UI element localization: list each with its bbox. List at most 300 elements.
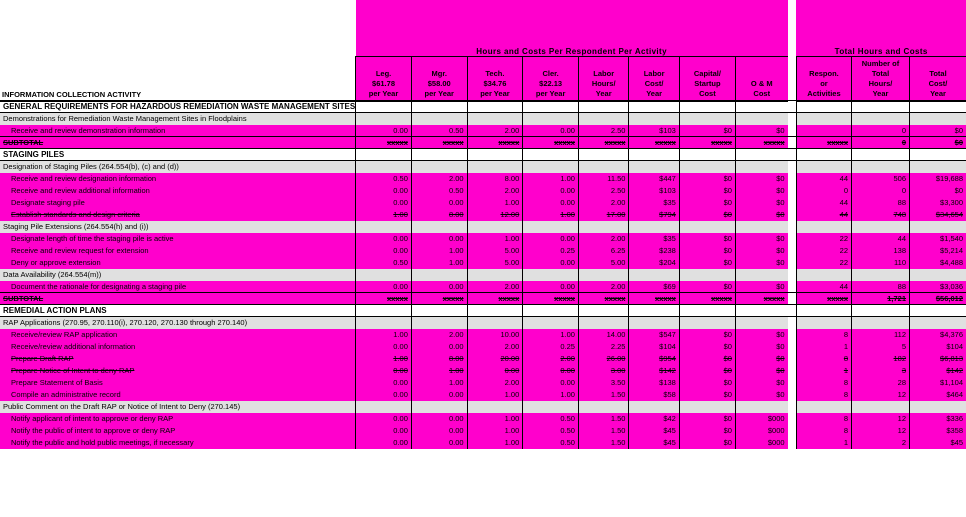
table-row[interactable] (0, 401, 966, 413)
table-row[interactable] (0, 341, 966, 353)
cell-value: xxxxx (411, 293, 467, 305)
row-label: Designation of Staging Piles (264.554(b), (c) and (d)) (0, 161, 356, 173)
cell-value: 0.00 (411, 233, 467, 245)
cell-value (852, 401, 910, 413)
row-gap-cell (788, 221, 797, 233)
table-row[interactable] (0, 437, 966, 449)
cell-value: $142 (910, 365, 966, 377)
column-header-om-cost: O & M Cost (735, 57, 787, 101)
cell-value: $1,104 (910, 377, 966, 389)
cell-value: $0 (679, 353, 735, 365)
row-gap-cell (788, 233, 797, 245)
cell-value (910, 149, 966, 161)
row-label: REMEDIAL ACTION PLANS (0, 305, 356, 317)
cell-value: 5.00 (578, 257, 628, 269)
cell-value (910, 401, 966, 413)
table-row[interactable] (0, 389, 966, 401)
cell-value: 0.00 (356, 365, 412, 377)
cell-value: 44 (796, 209, 851, 221)
table-row[interactable] (0, 353, 966, 365)
cell-value: 2.25 (578, 341, 628, 353)
cell-value: 5.00 (467, 257, 523, 269)
column-header-capital-startup: Capital/ Startup Cost (679, 57, 735, 101)
cell-value (796, 125, 851, 137)
table-row[interactable] (0, 377, 966, 389)
cell-value: 1.00 (467, 413, 523, 425)
cell-value (356, 149, 412, 161)
cell-value: 1.00 (356, 329, 412, 341)
row-label: Receive and review designation information (0, 173, 356, 185)
cell-value: $34,654 (910, 209, 966, 221)
cell-value: 3.00 (578, 365, 628, 377)
cell-value: $0 (735, 389, 787, 401)
cell-value: 26.00 (578, 353, 628, 365)
cell-value (679, 317, 735, 329)
cell-value: $42 (629, 413, 679, 425)
cell-value: $5,214 (910, 245, 966, 257)
row-label: STAGING PILES (0, 149, 356, 161)
cell-value: $204 (629, 257, 679, 269)
cell-value: $954 (629, 353, 679, 365)
cell-value: 1.50 (578, 389, 628, 401)
cell-value: 1.00 (523, 329, 579, 341)
cell-value: xxxxx (629, 137, 679, 149)
cell-value (679, 401, 735, 413)
cell-value: $0 (735, 245, 787, 257)
row-gap-cell (788, 149, 797, 161)
row-label: Demonstrations for Remediation Waste Management Sites in Floodplains (0, 113, 356, 125)
cell-value: 1,721 (852, 293, 910, 305)
cell-value: 0.50 (411, 125, 467, 137)
cell-value: 0.00 (523, 185, 579, 197)
cell-value (578, 161, 628, 173)
cell-value: 1.00 (467, 233, 523, 245)
cell-value: $45 (910, 437, 966, 449)
cell-value (523, 305, 579, 317)
table-row[interactable] (0, 425, 966, 437)
cell-value: $0 (735, 281, 787, 293)
cell-value: $547 (629, 329, 679, 341)
cell-value: 8 (796, 377, 851, 389)
table-row[interactable] (0, 125, 966, 137)
row-label: Receive and review request for extension (0, 245, 356, 257)
cell-value: 22 (796, 257, 851, 269)
cell-value: 1.00 (523, 173, 579, 185)
cell-value: 44 (796, 197, 851, 209)
table-row[interactable] (0, 329, 966, 341)
cell-value: xxxxx (467, 293, 523, 305)
cell-value: 44 (796, 173, 851, 185)
row-label: Compile an administrative record (0, 389, 356, 401)
cell-value (735, 401, 787, 413)
cell-value: 0.00 (467, 365, 523, 377)
cell-value: $1,540 (910, 233, 966, 245)
row-gap-cell (788, 113, 797, 125)
cell-value: 1 (796, 437, 851, 449)
cell-value (411, 149, 467, 161)
cell-value: $58 (629, 389, 679, 401)
table-row[interactable] (0, 233, 966, 245)
row-label: Receive and review demonstration information (0, 125, 356, 137)
cell-value (356, 101, 412, 113)
cell-value: 2.00 (523, 353, 579, 365)
cell-value: $0 (910, 125, 966, 137)
cell-value: 2.00 (411, 329, 467, 341)
cell-value (852, 113, 910, 125)
cell-value (852, 269, 910, 281)
cell-value: $0 (679, 209, 735, 221)
cell-value: xxxxx (629, 293, 679, 305)
cell-value (796, 149, 851, 161)
cell-value: 2.00 (578, 281, 628, 293)
cell-value (523, 401, 579, 413)
cell-value: 8 (796, 353, 851, 365)
cell-value: 44 (796, 281, 851, 293)
cell-value (356, 113, 412, 125)
cell-value: 8.00 (467, 173, 523, 185)
cell-value: 2.00 (467, 377, 523, 389)
cell-value: 8.00 (411, 353, 467, 365)
column-header-respondents: Respon. or Activities (796, 57, 851, 101)
cell-value (679, 101, 735, 113)
row-gap-cell (788, 293, 797, 305)
column-header-activity: INFORMATION COLLECTION ACTIVITY (0, 57, 356, 101)
cell-value (679, 221, 735, 233)
cell-value: $464 (910, 389, 966, 401)
table-row[interactable] (0, 161, 966, 173)
cell-value (910, 101, 966, 113)
cell-value: 2 (852, 437, 910, 449)
row-gap-cell (788, 161, 797, 173)
row-label: Designate length of time the staging pile is active (0, 233, 356, 245)
cell-value (910, 317, 966, 329)
cell-value: xxxxx (523, 293, 579, 305)
cell-value: $103 (629, 185, 679, 197)
cell-value: $0 (735, 257, 787, 269)
cell-value: 1.00 (411, 365, 467, 377)
cell-value (735, 149, 787, 161)
cell-value: xxxxx (523, 137, 579, 149)
cell-value: $0 (679, 413, 735, 425)
cell-value: 2.00 (411, 173, 467, 185)
row-label: Notify the public and hold public meetings, if necessary (0, 437, 356, 449)
cell-value: $0 (679, 197, 735, 209)
table-row[interactable] (0, 269, 966, 281)
table-row[interactable] (0, 113, 966, 125)
cell-value: 0.00 (411, 413, 467, 425)
row-label: Public Comment on the Draft RAP or Notice of Intent to Deny (270.145) (0, 401, 356, 413)
cell-value: 10.00 (467, 329, 523, 341)
cell-value: 1.00 (523, 389, 579, 401)
cell-value (910, 221, 966, 233)
cell-value (910, 269, 966, 281)
cell-value: 1.50 (578, 413, 628, 425)
cell-value (411, 401, 467, 413)
cell-value (578, 221, 628, 233)
cell-value: 0.00 (356, 233, 412, 245)
cell-value: $000 (735, 413, 787, 425)
cell-value (852, 161, 910, 173)
cell-value (578, 113, 628, 125)
cell-value (523, 101, 579, 113)
cell-value: 2.00 (467, 185, 523, 197)
cell-value: $69 (629, 281, 679, 293)
cell-value: 1.00 (467, 389, 523, 401)
cell-value: $000 (735, 437, 787, 449)
column-header-cler: Cler. $22.13 per Year (523, 57, 579, 101)
cell-value (411, 161, 467, 173)
cell-value: 12 (852, 413, 910, 425)
cell-value: $0 (679, 341, 735, 353)
cell-value: 20.00 (467, 353, 523, 365)
cell-value: 0.25 (523, 245, 579, 257)
row-gap-cell (788, 245, 797, 257)
cell-value (629, 149, 679, 161)
cell-value: 2.00 (467, 125, 523, 137)
cell-value: 0.00 (411, 437, 467, 449)
cell-value: 0.00 (523, 125, 579, 137)
cell-value: 0.00 (523, 197, 579, 209)
cell-value: 748 (852, 209, 910, 221)
column-header-leg: Leg. $61.78 per Year (356, 57, 412, 101)
cell-value: 0.00 (356, 425, 412, 437)
row-label: Designate staging pile (0, 197, 356, 209)
cell-value: xxxxx (735, 137, 787, 149)
table-row[interactable] (0, 305, 966, 317)
cell-value: 1.00 (411, 377, 467, 389)
cell-value (796, 401, 851, 413)
row-gap-cell (788, 101, 797, 113)
cell-value: xxxxx (356, 293, 412, 305)
cell-value: 6.25 (578, 245, 628, 257)
cell-value: xxxxx (578, 293, 628, 305)
cell-value: $0 (679, 329, 735, 341)
cell-value: xxxxx (578, 137, 628, 149)
row-gap-cell (788, 341, 797, 353)
cell-value: 11.50 (578, 173, 628, 185)
cell-value: 3.50 (578, 377, 628, 389)
cell-value: $000 (735, 425, 787, 437)
cell-value: 0.25 (523, 341, 579, 353)
cell-value (629, 221, 679, 233)
cell-value: 0.50 (523, 425, 579, 437)
cell-value: 12 (852, 425, 910, 437)
cell-value: 1.50 (578, 437, 628, 449)
table-row[interactable] (0, 257, 966, 269)
cell-value: 1.00 (356, 209, 412, 221)
cell-value (796, 113, 851, 125)
cell-value: $104 (910, 341, 966, 353)
row-gap-cell (788, 365, 797, 377)
cell-value: 2.00 (578, 197, 628, 209)
row-label: SUBTOTAL (0, 137, 356, 149)
cell-value (411, 101, 467, 113)
cell-value: $4,488 (910, 257, 966, 269)
row-gap-cell (788, 185, 797, 197)
cell-value: xxxxx (411, 137, 467, 149)
cell-value (796, 305, 851, 317)
cell-value: $0 (735, 197, 787, 209)
row-label: Deny or approve extension (0, 257, 356, 269)
cell-value (356, 401, 412, 413)
column-header-labor-hours: Labor Hours/ Year (578, 57, 628, 101)
cell-value: 112 (852, 329, 910, 341)
cell-value: $0 (735, 185, 787, 197)
cell-value (852, 221, 910, 233)
cell-value (523, 113, 579, 125)
cell-value (467, 317, 523, 329)
cell-value: 8 (796, 425, 851, 437)
cell-value: $138 (629, 377, 679, 389)
row-label: Receive and review additional information (0, 185, 356, 197)
cell-value: 0.50 (411, 185, 467, 197)
cell-value: 0.00 (356, 245, 412, 257)
cell-value (467, 221, 523, 233)
row-label: Notify applicant of intent to approve or deny RAP (0, 413, 356, 425)
cell-value: 8 (796, 389, 851, 401)
table-row[interactable] (0, 365, 966, 377)
cell-value (523, 149, 579, 161)
cell-value: 0.50 (523, 437, 579, 449)
cell-value: $0 (679, 257, 735, 269)
cell-value: $35 (629, 197, 679, 209)
cell-value: $0 (735, 173, 787, 185)
cell-value: 0 (852, 185, 910, 197)
cell-value (735, 269, 787, 281)
row-gap-cell (788, 209, 797, 221)
column-header-mgr: Mgr. $58.00 per Year (411, 57, 467, 101)
cell-value (523, 221, 579, 233)
row-label: Prepare Statement of Basis (0, 377, 356, 389)
group-header-right: Total Hours and Costs (796, 0, 966, 57)
table-row[interactable] (0, 293, 966, 305)
table-row[interactable] (0, 197, 966, 209)
cell-value: 506 (852, 173, 910, 185)
cell-value: $104 (629, 341, 679, 353)
cell-value: $0 (735, 209, 787, 221)
cell-value: 1.00 (523, 209, 579, 221)
row-gap-cell (788, 401, 797, 413)
cell-value (467, 161, 523, 173)
cell-value: $447 (629, 173, 679, 185)
cell-value: $0 (679, 173, 735, 185)
cell-value (852, 317, 910, 329)
cell-value (523, 161, 579, 173)
table-row[interactable] (0, 413, 966, 425)
cell-value: 44 (852, 233, 910, 245)
cell-value: xxxxx (679, 293, 735, 305)
table-row[interactable] (0, 185, 966, 197)
cell-value: $0 (910, 185, 966, 197)
cell-value: 1.50 (578, 425, 628, 437)
cell-value: $45 (629, 425, 679, 437)
row-label: GENERAL REQUIREMENTS FOR HAZARDOUS REMEDIATION WASTE MANAGEMENT SITES (0, 101, 356, 113)
cell-value (411, 113, 467, 125)
cell-value: $35 (629, 233, 679, 245)
cell-value: 14.00 (578, 329, 628, 341)
cell-value: 5 (852, 341, 910, 353)
cell-value: 1.00 (467, 425, 523, 437)
cell-value: 0.00 (523, 377, 579, 389)
table-row[interactable] (0, 245, 966, 257)
cell-value (356, 305, 412, 317)
table-row[interactable] (0, 281, 966, 293)
cell-value: $0 (679, 365, 735, 377)
cell-value (523, 269, 579, 281)
cell-value: $794 (629, 209, 679, 221)
table-body (0, 101, 966, 449)
row-label: SUBTOTAL (0, 293, 356, 305)
cell-value: 8 (796, 329, 851, 341)
cell-value (735, 113, 787, 125)
cell-value (679, 305, 735, 317)
cell-value: xxxxx (796, 293, 851, 305)
cell-value: 17.00 (578, 209, 628, 221)
cell-value: 0.00 (523, 281, 579, 293)
cell-value (910, 113, 966, 125)
cell-value: $0 (910, 137, 966, 149)
row-label: Data Availability (264.554(m)) (0, 269, 356, 281)
table-row[interactable] (0, 317, 966, 329)
row-gap-cell (788, 377, 797, 389)
row-gap-cell (788, 413, 797, 425)
cell-value: xxxxx (796, 137, 851, 149)
cell-value: $45 (629, 437, 679, 449)
column-gap (788, 57, 797, 101)
table-row[interactable] (0, 173, 966, 185)
cell-value: 12.00 (467, 209, 523, 221)
cell-value: $0 (735, 377, 787, 389)
cell-value: 0.00 (356, 197, 412, 209)
row-gap-cell (788, 197, 797, 209)
cell-value: $3,036 (910, 281, 966, 293)
cell-value: 2.50 (578, 185, 628, 197)
cell-value: 2.00 (467, 281, 523, 293)
table-row[interactable] (0, 221, 966, 233)
table-row[interactable] (0, 149, 966, 161)
row-label: Prepare Notice of Intent to deny RAP (0, 365, 356, 377)
cell-value (356, 317, 412, 329)
row-label: RAP Applications (270.95, 270.110(i), 270.120, 270.130 through 270.140) (0, 317, 356, 329)
row-label: Receive/review additional information (0, 341, 356, 353)
cell-value: 3 (852, 365, 910, 377)
cell-value (578, 305, 628, 317)
cell-value: 28 (852, 377, 910, 389)
cell-value: 8.00 (411, 209, 467, 221)
table-row[interactable] (0, 101, 966, 113)
cell-value: $0 (679, 125, 735, 137)
cell-value (467, 149, 523, 161)
cell-value: 8 (796, 413, 851, 425)
cell-value (629, 161, 679, 173)
cell-value (679, 161, 735, 173)
row-gap-cell (788, 305, 797, 317)
cell-value (629, 401, 679, 413)
table-row[interactable] (0, 209, 966, 221)
cell-value: 0 (852, 125, 910, 137)
cell-value: 0.00 (356, 413, 412, 425)
cell-value (467, 113, 523, 125)
table-row[interactable] (0, 137, 966, 149)
cell-value: 1 (796, 341, 851, 353)
row-gap-cell (788, 389, 797, 401)
cell-value: 0.00 (411, 341, 467, 353)
column-header-total-cost: Total Cost/ Year (910, 57, 966, 101)
cell-value: $103 (629, 125, 679, 137)
cell-value: 0.00 (356, 281, 412, 293)
cell-value: xxxxx (467, 137, 523, 149)
cell-value: 0.00 (356, 125, 412, 137)
